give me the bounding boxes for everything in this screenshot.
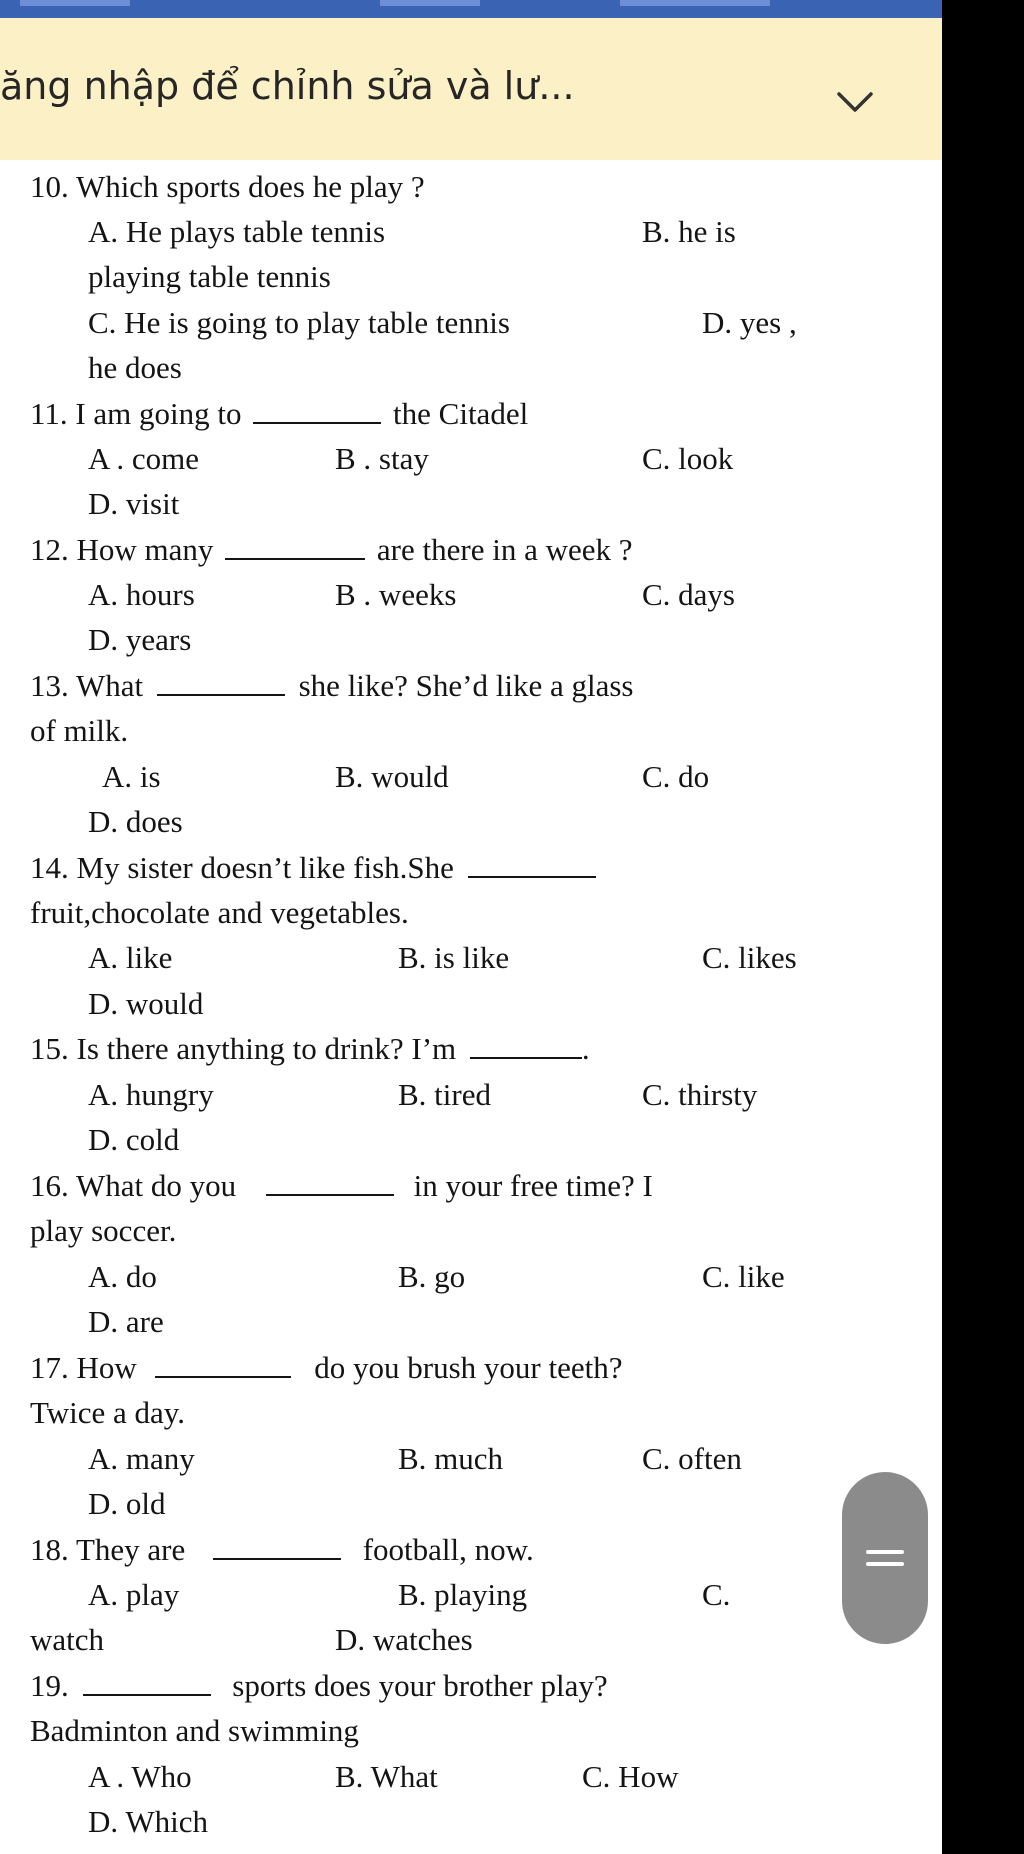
- option-d: D. does: [88, 804, 183, 839]
- option-b: B. tired: [398, 1077, 491, 1112]
- option-d: D. watches: [335, 1622, 473, 1657]
- status-bar-segment: [620, 0, 770, 6]
- option-d: D. Which: [88, 1804, 208, 1839]
- option-a: A. many: [88, 1441, 195, 1476]
- option-c: C. thirsty: [642, 1077, 758, 1112]
- question-text: .: [581, 1031, 590, 1066]
- drag-handle-icon: [866, 1550, 904, 1554]
- question-text: 11. I am going to: [30, 396, 242, 431]
- option-c: C. do: [642, 759, 710, 794]
- login-banner[interactable]: [0, 18, 942, 161]
- question-text: 17. How: [30, 1350, 137, 1385]
- answer-blank: [266, 1168, 394, 1196]
- answer-blank: [225, 532, 365, 560]
- question-15: [30, 1031, 590, 1067]
- option-d: D. visit: [88, 486, 180, 521]
- question-text: 13. What: [30, 668, 144, 703]
- question-12: [30, 532, 633, 568]
- question-text: 12. How many: [30, 532, 214, 567]
- option-d: D. would: [88, 986, 204, 1021]
- option-a: A . Who: [88, 1759, 192, 1794]
- question-text: she like? She’d like a glass: [298, 668, 634, 703]
- option-b-continued: playing table tennis: [88, 259, 331, 294]
- option-d: D. cold: [88, 1122, 180, 1157]
- question-19: [30, 1668, 608, 1704]
- option-c: C. days: [642, 577, 735, 612]
- answer-blank: [83, 1668, 211, 1696]
- question-17-continued: Twice a day.: [30, 1395, 186, 1430]
- question-text: 19.: [30, 1668, 69, 1703]
- option-a: A. hours: [88, 577, 195, 612]
- option-c: C. He is going to play table tennis: [88, 305, 510, 340]
- question-text: in your free time? I: [413, 1168, 653, 1203]
- option-c: C. look: [642, 441, 734, 476]
- status-bar-segment: [20, 0, 130, 6]
- question-19-continued: Badminton and swimming: [30, 1713, 359, 1748]
- scroll-handle[interactable]: [842, 1472, 928, 1644]
- option-d-continued: he does: [88, 350, 182, 385]
- question-18: [30, 1532, 534, 1568]
- question-text: 16. What do you: [30, 1168, 237, 1203]
- option-b: B . stay: [335, 441, 429, 476]
- question-16-continued: play soccer.: [30, 1213, 177, 1248]
- option-b: B . weeks: [335, 577, 457, 612]
- status-bar: [0, 0, 942, 18]
- answer-blank: [253, 396, 381, 424]
- option-b: B. go: [398, 1259, 466, 1294]
- option-a: A. is: [102, 759, 161, 794]
- question-13: [30, 668, 633, 704]
- question-16: [30, 1168, 653, 1204]
- option-d: D. old: [88, 1486, 166, 1521]
- option-b: B. much: [398, 1441, 504, 1476]
- option-b: B. What: [335, 1759, 438, 1794]
- question-14: [30, 850, 602, 886]
- answer-blank: [468, 850, 596, 878]
- question-text: do you brush your teeth?: [314, 1350, 623, 1385]
- option-c: C. How: [582, 1759, 679, 1794]
- question-text: are there in a week ?: [376, 532, 633, 567]
- option-b: B. playing: [398, 1577, 528, 1612]
- option-d: D. years: [88, 622, 192, 657]
- worksheet-document: [0, 160, 942, 1854]
- question-13-continued: of milk.: [30, 713, 129, 748]
- option-a: A. do: [88, 1259, 157, 1294]
- answer-blank: [470, 1031, 582, 1059]
- option-c: C.: [702, 1577, 731, 1612]
- option-b: B. would: [335, 759, 449, 794]
- answer-blank: [213, 1532, 341, 1560]
- question-text: the Citadel: [393, 396, 529, 431]
- question-text: 14. My sister doesn’t like fish.She: [30, 850, 454, 885]
- question-10: 10. Which sports does he play ?: [30, 169, 425, 204]
- option-c: C. likes: [702, 940, 797, 975]
- login-banner-text: ăng nhập để chỉnh sửa và lư...: [0, 64, 575, 108]
- question-text: sports does your brother play?: [232, 1668, 608, 1703]
- option-a: A. He plays table tennis: [88, 214, 386, 249]
- option-c-continued: watch: [30, 1622, 105, 1657]
- status-bar-segment: [380, 0, 480, 6]
- question-17: [30, 1350, 623, 1386]
- answer-blank: [155, 1350, 291, 1378]
- option-b: B. he is: [642, 214, 736, 249]
- answer-blank: [157, 668, 285, 696]
- option-d: D. are: [88, 1304, 164, 1339]
- option-a: A . come: [88, 441, 200, 476]
- question-text: 15. Is there anything to drink? I’m: [30, 1031, 457, 1066]
- question-text: football, now.: [362, 1532, 534, 1567]
- question-14-continued: fruit,chocolate and vegetables.: [30, 895, 409, 930]
- drag-handle-icon: [866, 1562, 904, 1566]
- option-d: D. yes ,: [702, 305, 797, 340]
- option-c: C. like: [702, 1259, 785, 1294]
- option-b: B. is like: [398, 940, 510, 975]
- option-c: C. often: [642, 1441, 742, 1476]
- question-text: 18. They are: [30, 1532, 186, 1567]
- option-a: A. hungry: [88, 1077, 214, 1112]
- question-11: [30, 396, 528, 432]
- option-a: A. play: [88, 1577, 180, 1612]
- chevron-down-icon[interactable]: [836, 90, 874, 114]
- option-a: A. like: [88, 940, 173, 975]
